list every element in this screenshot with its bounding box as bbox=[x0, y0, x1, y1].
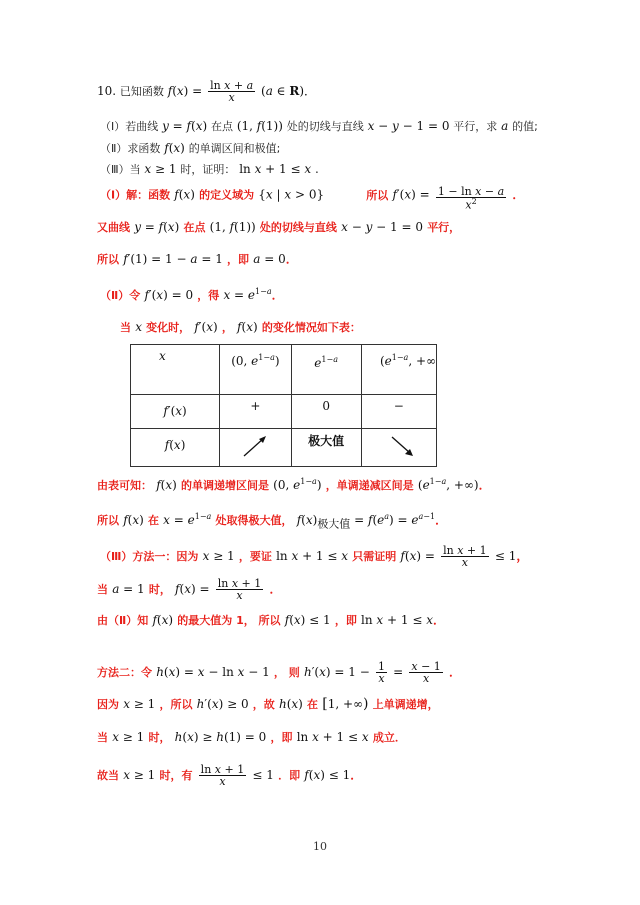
method2-line-2: 因为 x ≥ 1 ，所以 h′(x) ≥ 0 ，故 h(x) 在 [1, +∞) 上单调递增， bbox=[97, 696, 439, 712]
table-interval-1: (0, $e^{1-a}$) bbox=[220, 345, 291, 395]
method2-line-1: 方法二：令 h(x) = x − ln x − 1 ， 则 h′(x) = 1 − $\frac{1}{x}$ = $\frac{x - 1}{x}$ ． bbox=[97, 660, 462, 685]
method2-line-4: 故当 x ≥ 1 时，有 $\frac{\text{ln x + 1}}{x}$ ≤ 1 ．即 f(x) ≤ 1． bbox=[97, 763, 363, 788]
table-decreasing bbox=[361, 429, 436, 467]
solution-line-7: （Ⅲ）方法一：因为 x ≥ 1 ，要证 ln x + 1 ≤ x 只需证明 f(x) = $\frac{\text{ln x + 1}}{x}$ ≤ 1， bbox=[100, 544, 529, 569]
problem-number: 10. bbox=[97, 84, 117, 98]
solution-line-6: 所以 f(x) 在 $x = e^{1-a}$ 处取得极大值， $f(x)_{极大值} = f(e^a) = e^{a-1}$． bbox=[97, 512, 448, 531]
solution-line-3: 所以 f′(1) = 1 − a = 1 ，即 a = 0． bbox=[97, 252, 298, 266]
solution-line-9: 由（Ⅱ）知 f(x) 的最大值为 1， 所以 f(x) ≤ 1 ，即 ln x + 1 ≤ x． bbox=[97, 613, 446, 627]
problem-stem bbox=[97, 80, 316, 103]
table-sign-plus: + bbox=[220, 395, 291, 429]
math-fx: f(x) = bbox=[167, 84, 203, 98]
table-max-label: 极大值 bbox=[291, 429, 361, 467]
table-header-f: f(x) bbox=[131, 429, 220, 467]
problem-part1: （Ⅰ）若曲线 y = f(x) 在点 (1, f(1)) 处的切线与直线 x − y − 1 = 0 平行，求 a 的值; bbox=[100, 119, 538, 133]
table-header-x: x bbox=[131, 345, 220, 395]
stem-text: 已知函数 bbox=[119, 85, 164, 98]
method2-line-3: 当 x ≥ 1 时， h(x) ≥ h(1) = 0 ，即 ln x + 1 ≤ x 成立． bbox=[97, 730, 406, 744]
arrow-up-icon bbox=[240, 433, 270, 459]
table-sign-minus: − bbox=[361, 395, 436, 429]
table-sign-zero: 0 bbox=[291, 395, 361, 429]
table-critical-point: $e^{1-a}$ bbox=[291, 345, 361, 395]
problem-part2: （Ⅱ）求函数 f(x) 的单调区间和极值; bbox=[100, 141, 281, 155]
table-header-fprime: f′(x) bbox=[131, 395, 220, 429]
problem-part3: （Ⅲ）当 x ≥ 1 时，证明： ln x + 1 ≤ x . bbox=[100, 162, 319, 176]
solution-line-4: （Ⅱ）令 f′(x) = 0 ，得 $x = e^{1-a}$． bbox=[100, 287, 284, 302]
fraction: $\frac{\text{ln x + a}}{x}$ bbox=[210, 79, 254, 104]
page-number: 10 bbox=[313, 840, 327, 853]
solution-line-2: 又曲线 y = f(x) 在点 (1, f(1)) 处的切线与直线 x − y − 1 = 0 平行， bbox=[97, 220, 461, 234]
solution-line-1: （Ⅰ）解：函数 f(x) 的定义域为 {x | x > 0} 所以 f′(x) = $\frac{\text{1 − ln x − a}}{x^2}$ ． bbox=[100, 185, 525, 212]
solution-line-8: 当 a = 1 时， f(x) = $\frac{\text{ln x + 1}}{x}$ ． bbox=[97, 577, 282, 602]
table-intro: 当 x 变化时， f′(x) ， f(x) 的变化情况如下表： bbox=[120, 320, 361, 334]
table-interval-2: ($e^{1-a}$, +∞ bbox=[361, 345, 436, 395]
solution-line-5: 由表可知： f(x) 的单调递增区间是 (0, $e^{1-a}$) ，单调递减区间是 ($e^{1-a}$, +∞)． bbox=[97, 477, 491, 492]
arrow-down-icon bbox=[388, 433, 418, 459]
variation-table bbox=[130, 344, 437, 467]
math-domain: (a ∈ R)． bbox=[261, 84, 317, 98]
table-increasing bbox=[220, 429, 291, 467]
